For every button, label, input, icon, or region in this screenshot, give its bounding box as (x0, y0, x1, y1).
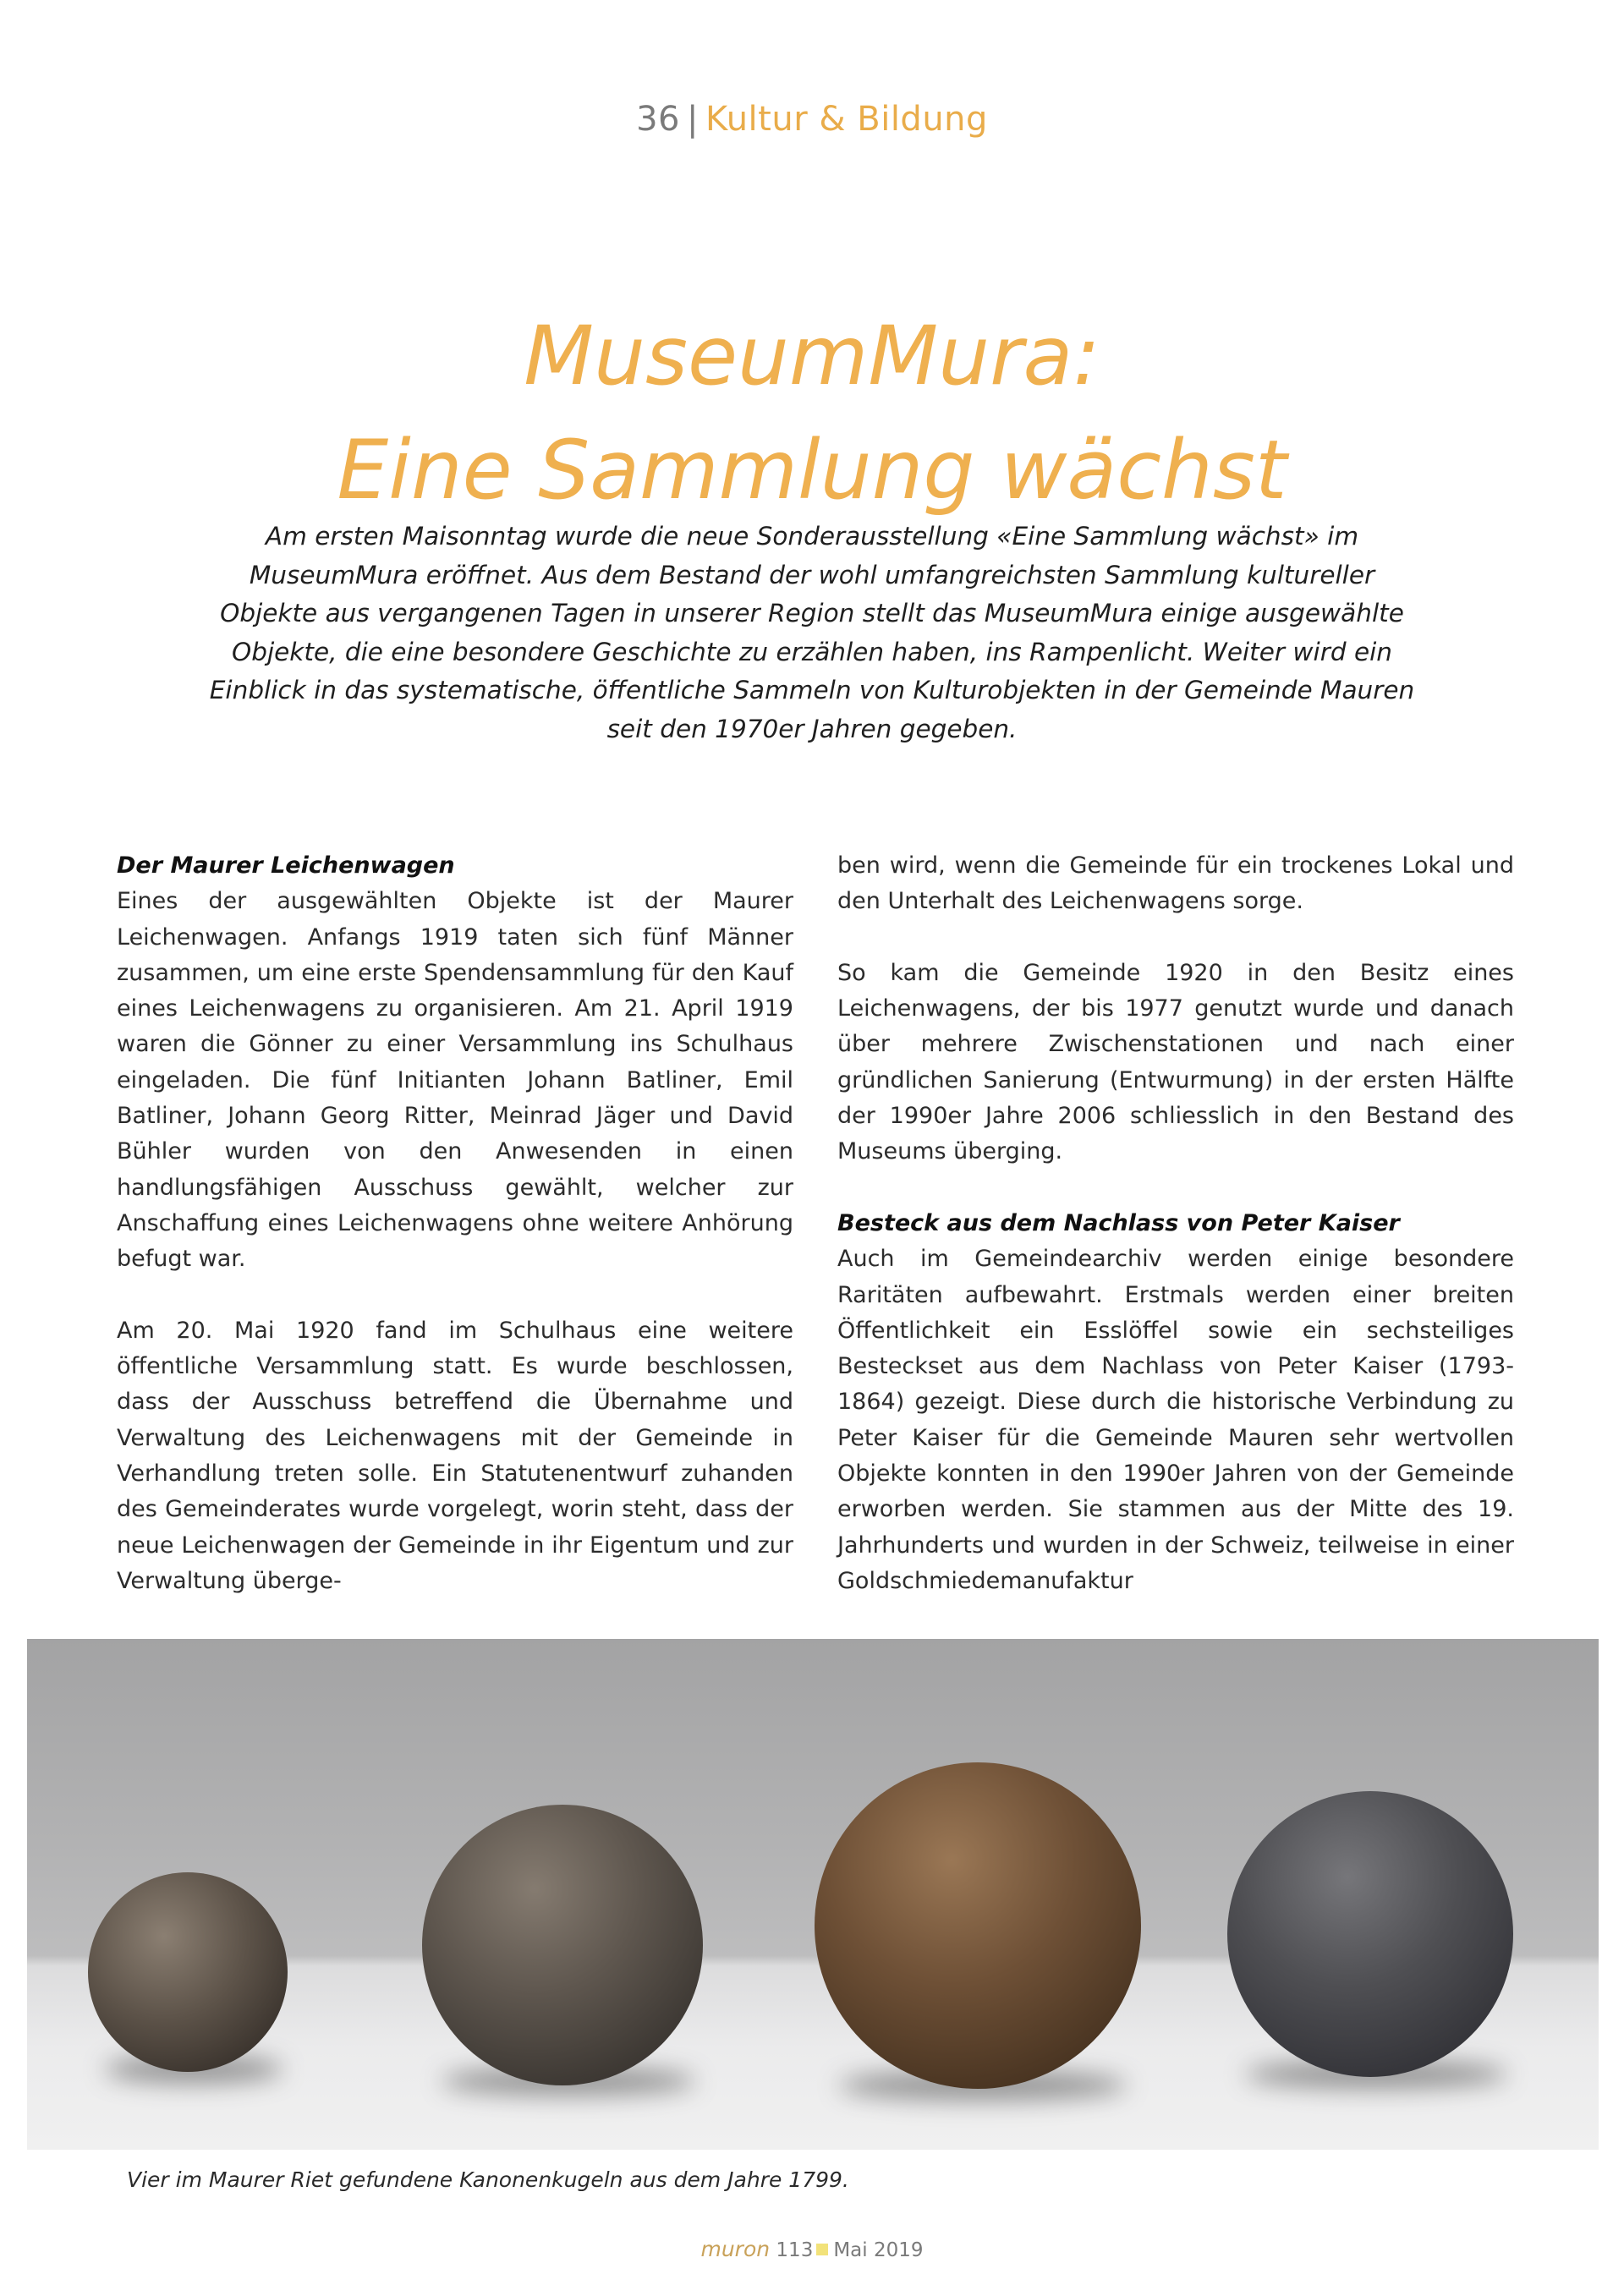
footer-square-icon (816, 2244, 828, 2255)
section-title: Kultur & Bildung (705, 100, 988, 139)
title-line-1: MuseumMura: (524, 309, 1100, 404)
cannonball-1 (88, 1872, 288, 2072)
cannonball-2 (422, 1805, 703, 2085)
photo-caption: Vier im Maurer Riet gefundene Kanonenkugeln aus dem Jahre 1799. (127, 2167, 849, 2192)
magazine-brand: muron (700, 2237, 771, 2261)
subhead-leichenwagen: Der Maurer Leichenwagen (117, 852, 455, 879)
issue-number: 113 (776, 2239, 814, 2261)
page-footer (0, 2237, 1624, 2261)
lead-paragraph: Am ersten Maisonntag wurde die neue Sonderausstellung «Eine Sammlung wächst» im MuseumMura eröffnet. Aus dem Bestand der wohl umfangreichsten Sammlung kultureller Objekte aus vergangenen Tagen in unserer Region stellt das MuseumMura einige ausgewählte Objekte, die eine besondere Geschichte zu erzählen haben, ins Rampenlicht. Weiter wird ein Einblick in das systematische, öffentliche Sammeln von Kulturobjekten in der Gemeinde Mauren seit den 1970er Jahren gegeben. (209, 522, 1415, 743)
subhead-besteck: Besteck aus dem Nachlass von Peter Kaiser (837, 1209, 1400, 1236)
right-column (837, 848, 1514, 1599)
header-separator: | (686, 100, 699, 139)
paragraph: Eines der ausgewählten Objekte ist der Maurer Leichenwagen. Anfangs 1919 taten sich fünf Männer zusammen, um eine erste Spendensammlung für den Kauf eines Leichenwagens zu organisieren. Am 21. April 1919 waren die Gönner zu einer Versammlung ins Schulhaus eingeladen. Die fünf Initianten Johann Batliner, Emil Batliner, Johann Georg Ritter, Meinrad Jäger und David Bühler wurden von den Anwesenden in einen handlungsfähigen Ausschuss gewählt, welcher zur Anschaffung eines Leichenwagens ohne weitere Anhörung befugt war. (117, 888, 793, 1273)
article-title (0, 299, 1624, 528)
paragraph: So kam die Gemeinde 1920 in den Besitz eines Leichenwagens, der bis 1977 genutzt wurde und danach über mehrere Zwischenstationen und nach einer gründlichen Sanierung (Entwurmung) in der ersten Hälfte der 1990er Jahre 2006 schliesslich in den Bestand des Museums überging. (837, 959, 1514, 1165)
cannonballs-photo (27, 1639, 1599, 2150)
paragraph: ben wird, wenn die Gemeinde für ein trockenes Lokal und den Unterhalt des Leichenwagens sorge. (837, 852, 1514, 915)
cannonball-4 (1227, 1791, 1513, 2077)
paragraph: Auch im Gemeindearchiv werden einige besondere Raritäten aufbewahrt. Erstmals werden einer breiten Öffentlichkeit ein Esslöffel sowie ein sechsteiliges Besteckset aus dem Nachlass von Peter Kaiser (1793-1864) gezeigt. Diese durch die historische Verbindung zu Peter Kaiser für die Gemeinde Mauren sehr wertvollen Objekte konnten in den 1990er Jahren von der Gemeinde erworben werden. Sie stammen aus der Mitte des 19. Jahrhunderts und wurden in der Schweiz, teilweise in einer Goldschmiedemanufaktur (837, 1246, 1514, 1594)
issue-date: Mai 2019 (833, 2239, 924, 2261)
left-column (117, 848, 793, 1599)
paragraph: Am 20. Mai 1920 fand im Schulhaus eine weitere öffentliche Versammlung statt. Es wurde beschlossen, dass der Ausschuss betreffend die Übernahme und Verwaltung des Leichenwagens mit der Gemeinde in Verhandlung treten solle. Ein Statutenentwurf zuhanden des Gemeinderates wurde vorgelegt, worin steht, dass der neue Leichenwagen der Gemeinde in ihr Eigentum und zur Verwaltung überge- (117, 1317, 793, 1594)
page-header (0, 100, 1624, 139)
page-number: 36 (636, 100, 680, 139)
title-line-2: Eine Sammlung wächst (337, 423, 1287, 518)
cannonball-3 (815, 1762, 1141, 2089)
